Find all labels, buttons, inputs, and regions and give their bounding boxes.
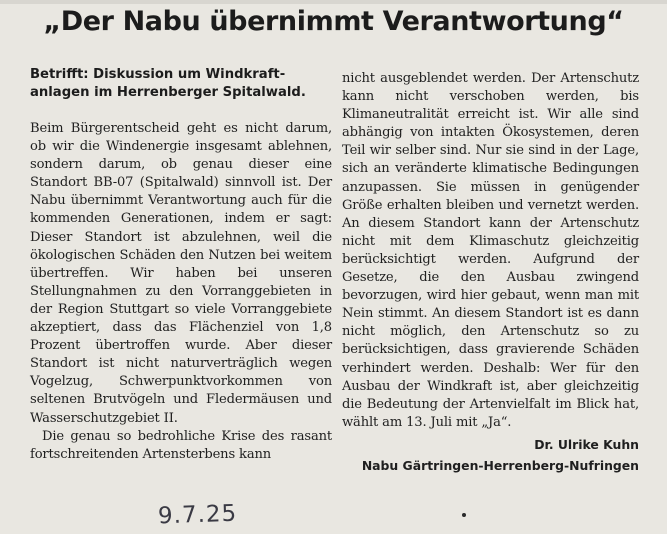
clipping-edge (0, 0, 667, 4)
author-name: Dr. Ulrike Kuhn (534, 436, 639, 452)
ink-dot (462, 513, 466, 517)
column-left (30, 66, 332, 464)
paragraph-2-start: Die genau so bedrohliche Krise des rasant fortschreitenden Artensterbens kann (30, 428, 332, 462)
headline: „Der Nabu übernimmt Verantwortung“ (43, 6, 624, 37)
betrifft-heading: Betrifft: Diskussion um Windkraftanlagen im Herrenberger Spitalwald. (30, 67, 306, 100)
letter-body-part-2 (342, 70, 639, 432)
handwritten-date: 9.7.25 (157, 500, 238, 530)
column-right (342, 70, 639, 476)
letter-body-part-1 (30, 120, 332, 464)
paragraph-2-continued: nicht ausgeblendet werden. Der Artenschutz kann nicht verschoben werden, bis Klimaneutralität erreicht ist. Wir alle sind abhängig von intakten Ökosystemen, deren Teil wir selber sind. Nur sie sind in der Lage, sich an veränderte klimatische Bedingungen anzupassen. Sie müssen in genügender Größe erhalten bleiben und vernetzt werden. An diesem Standort kann der Artenschutz nicht mit dem Klimaschutz gleichzeitig berücksichtigt werden. Aufgrund der Gesetze, die den Ausbau zwingend bevorzugen, wird hier gebaut, wenn man mit Nein stimmt. An diesem Standort ist es dann nicht möglich, den Artenschutz so zu berücksichtigen, dass gravierende Schäden verhindert werden. Deshalb: Wer für den Ausbau der Windkraft ist, aber gleichzeitig die Bedeutung der Artenvielfalt im Blick hat, wählt am 13. Juli mit „Ja“. (342, 71, 639, 430)
author-affiliation: Nabu Gärtringen-Herrenberg-Nufringen (361, 457, 639, 473)
paragraph-1: Beim Bürgerentscheid geht es nicht darum, ob wir die Windenergie insgesamt ablehnen, sondern darum, ob genau dieser eine Standort BB-07 (Spitalwald) sinnvoll ist. Der Nabu übernimmt Verantwortung auch für die kommenden Generationen, indem er sagt: Dieser Standort ist abzulehnen, weil die ökologischen Schäden den Nutzen bei weitem übertreffen. Wir haben bei unseren Stellungnahmen zu den Vorranggebieten in der Region Stuttgart so viele Vorranggebiete akzeptiert, dass das Flächenziel von 1,8 Prozent übertroffen wurde. Aber dieser Standort ist nicht naturverträglich wegen Vogelzug, Schwerpunktvorkommen von seltenen Brutvögeln und Fledermäusen und Wasserschutzgebiet II. (30, 121, 332, 426)
